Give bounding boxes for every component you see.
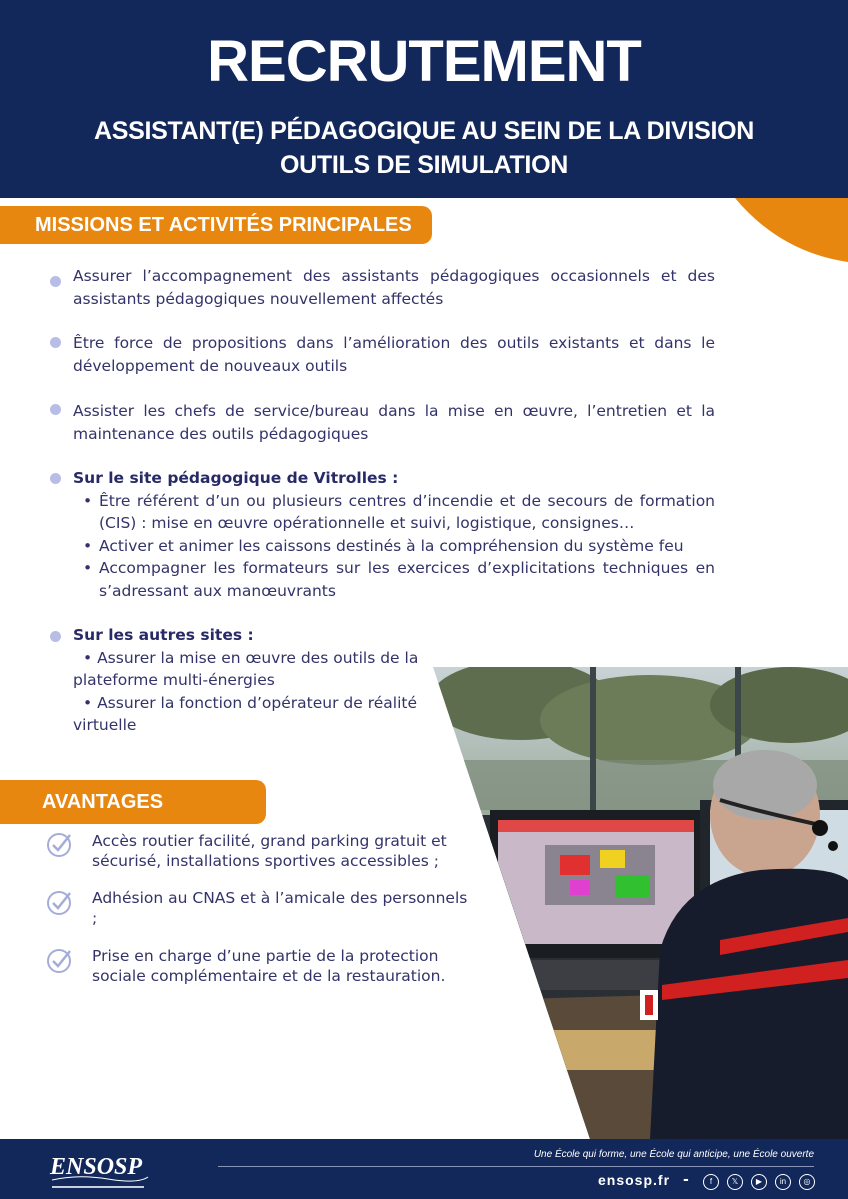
footer-tagline: Une École qui forme, une École qui anticipe, une École ouverte <box>533 1149 814 1160</box>
footer-divider <box>218 1166 814 1167</box>
instagram-icon[interactable]: ◎ <box>799 1174 815 1190</box>
youtube-icon[interactable]: ▶ <box>751 1174 767 1190</box>
page-title: RECRUTEMENT <box>207 29 641 94</box>
avantage-item: Accès routier facilité, grand parking gratuit et sécurisé, installations sportives accessibles ; <box>92 832 447 870</box>
list-item: • Assurer la fonction d’opérateur de réalité virtuelle <box>73 693 417 734</box>
list-item: • Accompagner les formateurs sur les exercices d’explicitations techniques en s’adressant aux manœuvrants <box>73 557 715 602</box>
list-item: • Être référent d’un ou plusieurs centres d’incendie et de secours de formation (CIS) : mise en œuvre opérationnelle et suivi, logistique, consignes… <box>73 490 715 535</box>
mission-item: Être force de propositions dans l’amélioration des outils existants et dans le développement de nouveaux outils <box>73 334 715 375</box>
other-sites-section <box>73 624 433 737</box>
mission-item: Assurer l’accompagnement des assistants pédagogiques occasionnels et des assistants pédagogiques nouvellement affectés <box>73 267 715 308</box>
vitrolles-title: Sur le site pédagogique de Vitrolles : <box>73 469 399 487</box>
check-circle-icon <box>46 888 74 916</box>
logo-text: ENSOSP <box>50 1154 143 1180</box>
list-item: • Activer et animer les caissons destinés à la compréhension du système feu <box>73 535 715 558</box>
mission-item: Assister les chefs de service/bureau dans la mise en œuvre, l’entretien et la maintenance des outils pédagogiques <box>73 402 715 443</box>
bullet-icon <box>50 631 61 642</box>
website-link[interactable]: ensosp.fr <box>598 1172 671 1188</box>
ensosp-logo <box>48 1144 168 1196</box>
missions-heading: MISSIONS ET ACTIVITÉS PRINCIPALES <box>0 206 432 244</box>
other-sites-title: Sur les autres sites : <box>73 626 254 644</box>
facebook-icon[interactable]: f <box>703 1174 719 1190</box>
list-item: • Assurer la mise en œuvre des outils de la plateforme multi-énergies <box>73 648 419 689</box>
footer-separator: - <box>683 1172 689 1188</box>
page-subtitle: ASSISTANT(E) PÉDAGOGIQUE AU SEIN DE LA DIVISION OUTILS DE SIMULATION <box>93 117 755 179</box>
avantage-item: Adhésion au CNAS et à l’amicale des personnels ; <box>92 889 468 927</box>
x-twitter-icon[interactable]: 𝕏 <box>727 1174 743 1190</box>
check-circle-icon <box>46 946 74 974</box>
linkedin-icon[interactable]: in <box>775 1174 791 1190</box>
check-circle-icon <box>46 830 74 858</box>
avantages-heading: AVANTAGES <box>0 780 266 824</box>
avantage-item: Prise en charge d’une partie de la protection sociale complémentaire et de la restauration. <box>92 947 446 985</box>
